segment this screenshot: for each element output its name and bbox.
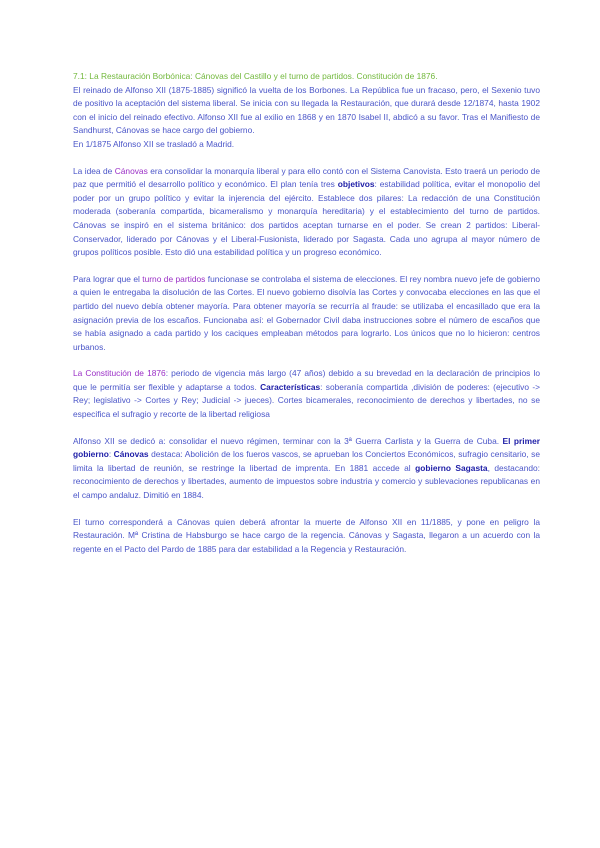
- text-segment: : periodo de vigencia más largo (47 años) debido a su brevedad en la declaración de principios lo que le permitía ser flexible y adaptarse a todos.: [73, 368, 540, 392]
- paragraph-sistema-canovista: [73, 165, 540, 260]
- keyword-turno-de-partidos: turno de partidos: [142, 273, 206, 284]
- keyword-gobierno-sagasta: gobierno Sagasta: [415, 462, 488, 473]
- text-segment: Para lograr que el: [73, 273, 143, 284]
- text-segment: : estabilidad política, evitar el monopolio del poder por un grupo político y evitar la injerencia del ejército. Establece dos pilares: La redacción de una Constitución moderada (soberanía compartida, bicameralismo y monarquía hereditaria) y el establecimiento del turno de partidos. Cánovas se inspiró en el sistema británico: dos partidos aceptan turnarse en el poder. Se crean 2 partidos: Liberal-Conservador, liderado por Cánovas y el Liberal-Fusionista, liderado por Sagasta. Cada uno agrupa al mayor número de grupos políticos posible. Esto dió una estabilidad política y un progreso económico.: [73, 179, 540, 258]
- text-segment: destaca: Abolición de los fueros vascos, se aprueban los Conciertos Económicos, sufragio censitario, se limita la libertad de reunión, se restringe la libertad de imprenta. En 1881 accede al: [73, 449, 541, 473]
- keyword-canovas-gobierno: Cánovas: [113, 449, 149, 460]
- intro-last-line: En 1/1875 Alfonso XII se trasladó a Madrid.: [73, 138, 235, 149]
- text-segment: La idea de: [73, 165, 115, 176]
- paragraph-constitucion: [73, 367, 540, 421]
- regencia-text: El turno corresponderá a Cánovas quien deberá afrontar la muerte de Alfonso XII en 11/1885, y pone en peligro la Restauración. Mª Cristina de Habsburgo se hace cargo de la regencia. Cánovas y Sagasta, llegaron a un acuerdo con la regente en el Pacto del Pardo de 1885 para dar estabilidad a la Regencia y Restauración.: [73, 516, 540, 554]
- keyword-primer-gobierno: El primer gobierno: [73, 435, 540, 460]
- text-segment: , destacando: reconocimiento de derechos y libertades, aumento de impuestos sobre industria y comercio y sublevaciones republicanas en el campo andaluz. Dimitió en 1884.: [73, 462, 540, 501]
- paragraph-regencia: [73, 516, 540, 557]
- keyword-caracteristicas: Características: [260, 381, 321, 392]
- keyword-constitucion-1876: La Constitución de 1876: [73, 368, 166, 379]
- keyword-objetivos: objetivos: [337, 179, 375, 190]
- text-segment: :: [108, 449, 114, 460]
- keyword-canovas: Cánovas: [114, 165, 148, 176]
- intro-text: El reinado de Alfonso XII (1875-1885) significó la vuelta de los Borbones. La República fue un fracaso, pero, el Sexenio tuvo de positivo la aceptación del sistema liberal. Se inicia con su llegada la Restauración, que durará desde 12/1874, hasta 1902 con el inicio del reinado efectivo. Alfonso XII fue al exilio en 1868 y en 1870 Isabel II, abdicó a su favor. Tras el Manifiesto de Sandhurst, Cánovas se hace cargo del gobierno.: [73, 84, 540, 136]
- text-segment: : soberanía compartida ,división de poderes: (ejecutivo -> Rey; legislativo -> Cortes y Rey; Judicial -> jueces). Cortes bicamerales, reconocimiento de derechos y libertades, no se especifica el sufragio y recorte de la libertad religiosa: [73, 381, 540, 420]
- text-segment: Alfonso XII se dedicó a: consolidar el nuevo régimen, terminar con la 3ª Guerra Carlista y la Guerra de Cuba.: [73, 435, 503, 446]
- paragraph-alfonso-xii: [73, 435, 540, 503]
- section-title: 7.1: La Restauración Borbónica: Cánovas del Castillo y el turno de partidos. Constitución de 1876.: [73, 71, 438, 81]
- paragraph-turno-partidos: [73, 273, 540, 355]
- paragraph-intro: [73, 70, 540, 152]
- text-segment: funcionase se controlaba el sistema de elecciones. El rey nombra nuevo jefe de gobierno a quien le entregaba la disolución de las Cortes. El nuevo gobierno disolvía las Cortes y convocaba elecciones en las que el partido del nuevo debía obtener mayoría. Para obtener mayoría se recurría al fraude: se utilizaba el encasillado que era la asignación previa de los escaños. Funcionaba así: el Gobernador Civil daba instrucciones sobre el número de escaños que se había asignado a cada partido y los caciques empleaban métodos para lograrlo. Los únicos que no lo hicieron: centros urbanos.: [73, 273, 540, 352]
- text-segment: era consolidar la monarquía liberal y para ello contó con el Sistema Canovista. Esto traerá un periodo de paz que permitió el desarrollo político y económico. El plan tenía tres: [73, 165, 540, 190]
